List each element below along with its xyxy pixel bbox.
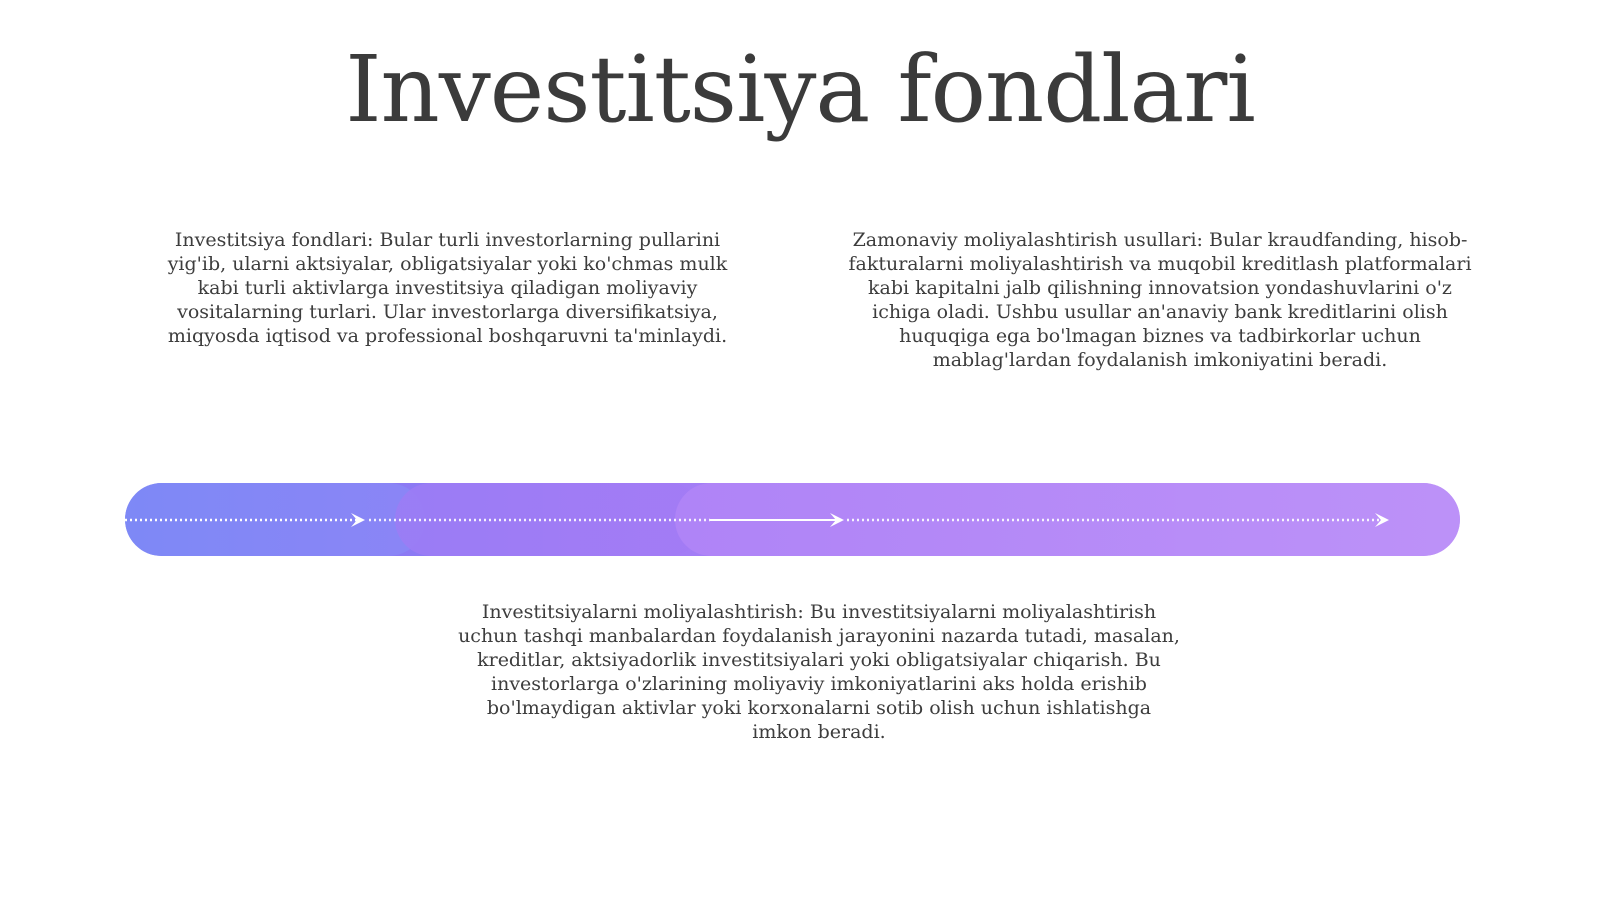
timeline-bar: [125, 483, 1460, 556]
slide-title: Investitsiya fondlari: [345, 36, 1255, 143]
timeline-arrows: [125, 483, 1460, 556]
text-block-modern-financing: Zamonaviy moliyalashtirish usullari: Bular kraudfanding, hisob-fakturalarni moliyalashtirish va muqobil kreditlash platformalari kabi kapitalni jalb qilishning innovatsion yondashuvlarini o'z ichiga oladi. Ushbu usullar an'anaviy bank kreditlarini olish huquqiga ega bo'lmagan biznes va tadbirkorlar uchun mablag'lardan foydalanish imkoniyatini beradi.: [848, 229, 1472, 371]
text-block-investment-financing: Investitsiyalarni moliyalashtirish: Bu investitsiyalarni moliyalashtirish uchun tashqi manbalardan foydalanish jarayonini nazarda tutadi, masalan, kreditlar, aktsiyadorlik investitsiyalari yoki obligatsiyalar chiqarish. Bu investorlarga o'zlarining moliyaviy imkoniyatlarini aks holda erishib bo'lmaydigan aktivlar yoki korxonalarni sotib olish uchun ishlatishga imkon beradi.: [458, 601, 1180, 743]
text-block-investment-funds: Investitsiya fondlari: Bular turli investorlarning pullarini yig'ib, ularni aktsiyalar, obligatsiyalar yoki ko'chmas mulk kabi turli aktivlarga investitsiya qiladigan moliyaviy vositalarning turlari. Ular investorlarga diversifikatsiya, miqyosda iqtisod va professional boshqaruvni ta'minlaydi.: [167, 229, 728, 347]
arrow-right-icon: [351, 513, 365, 527]
